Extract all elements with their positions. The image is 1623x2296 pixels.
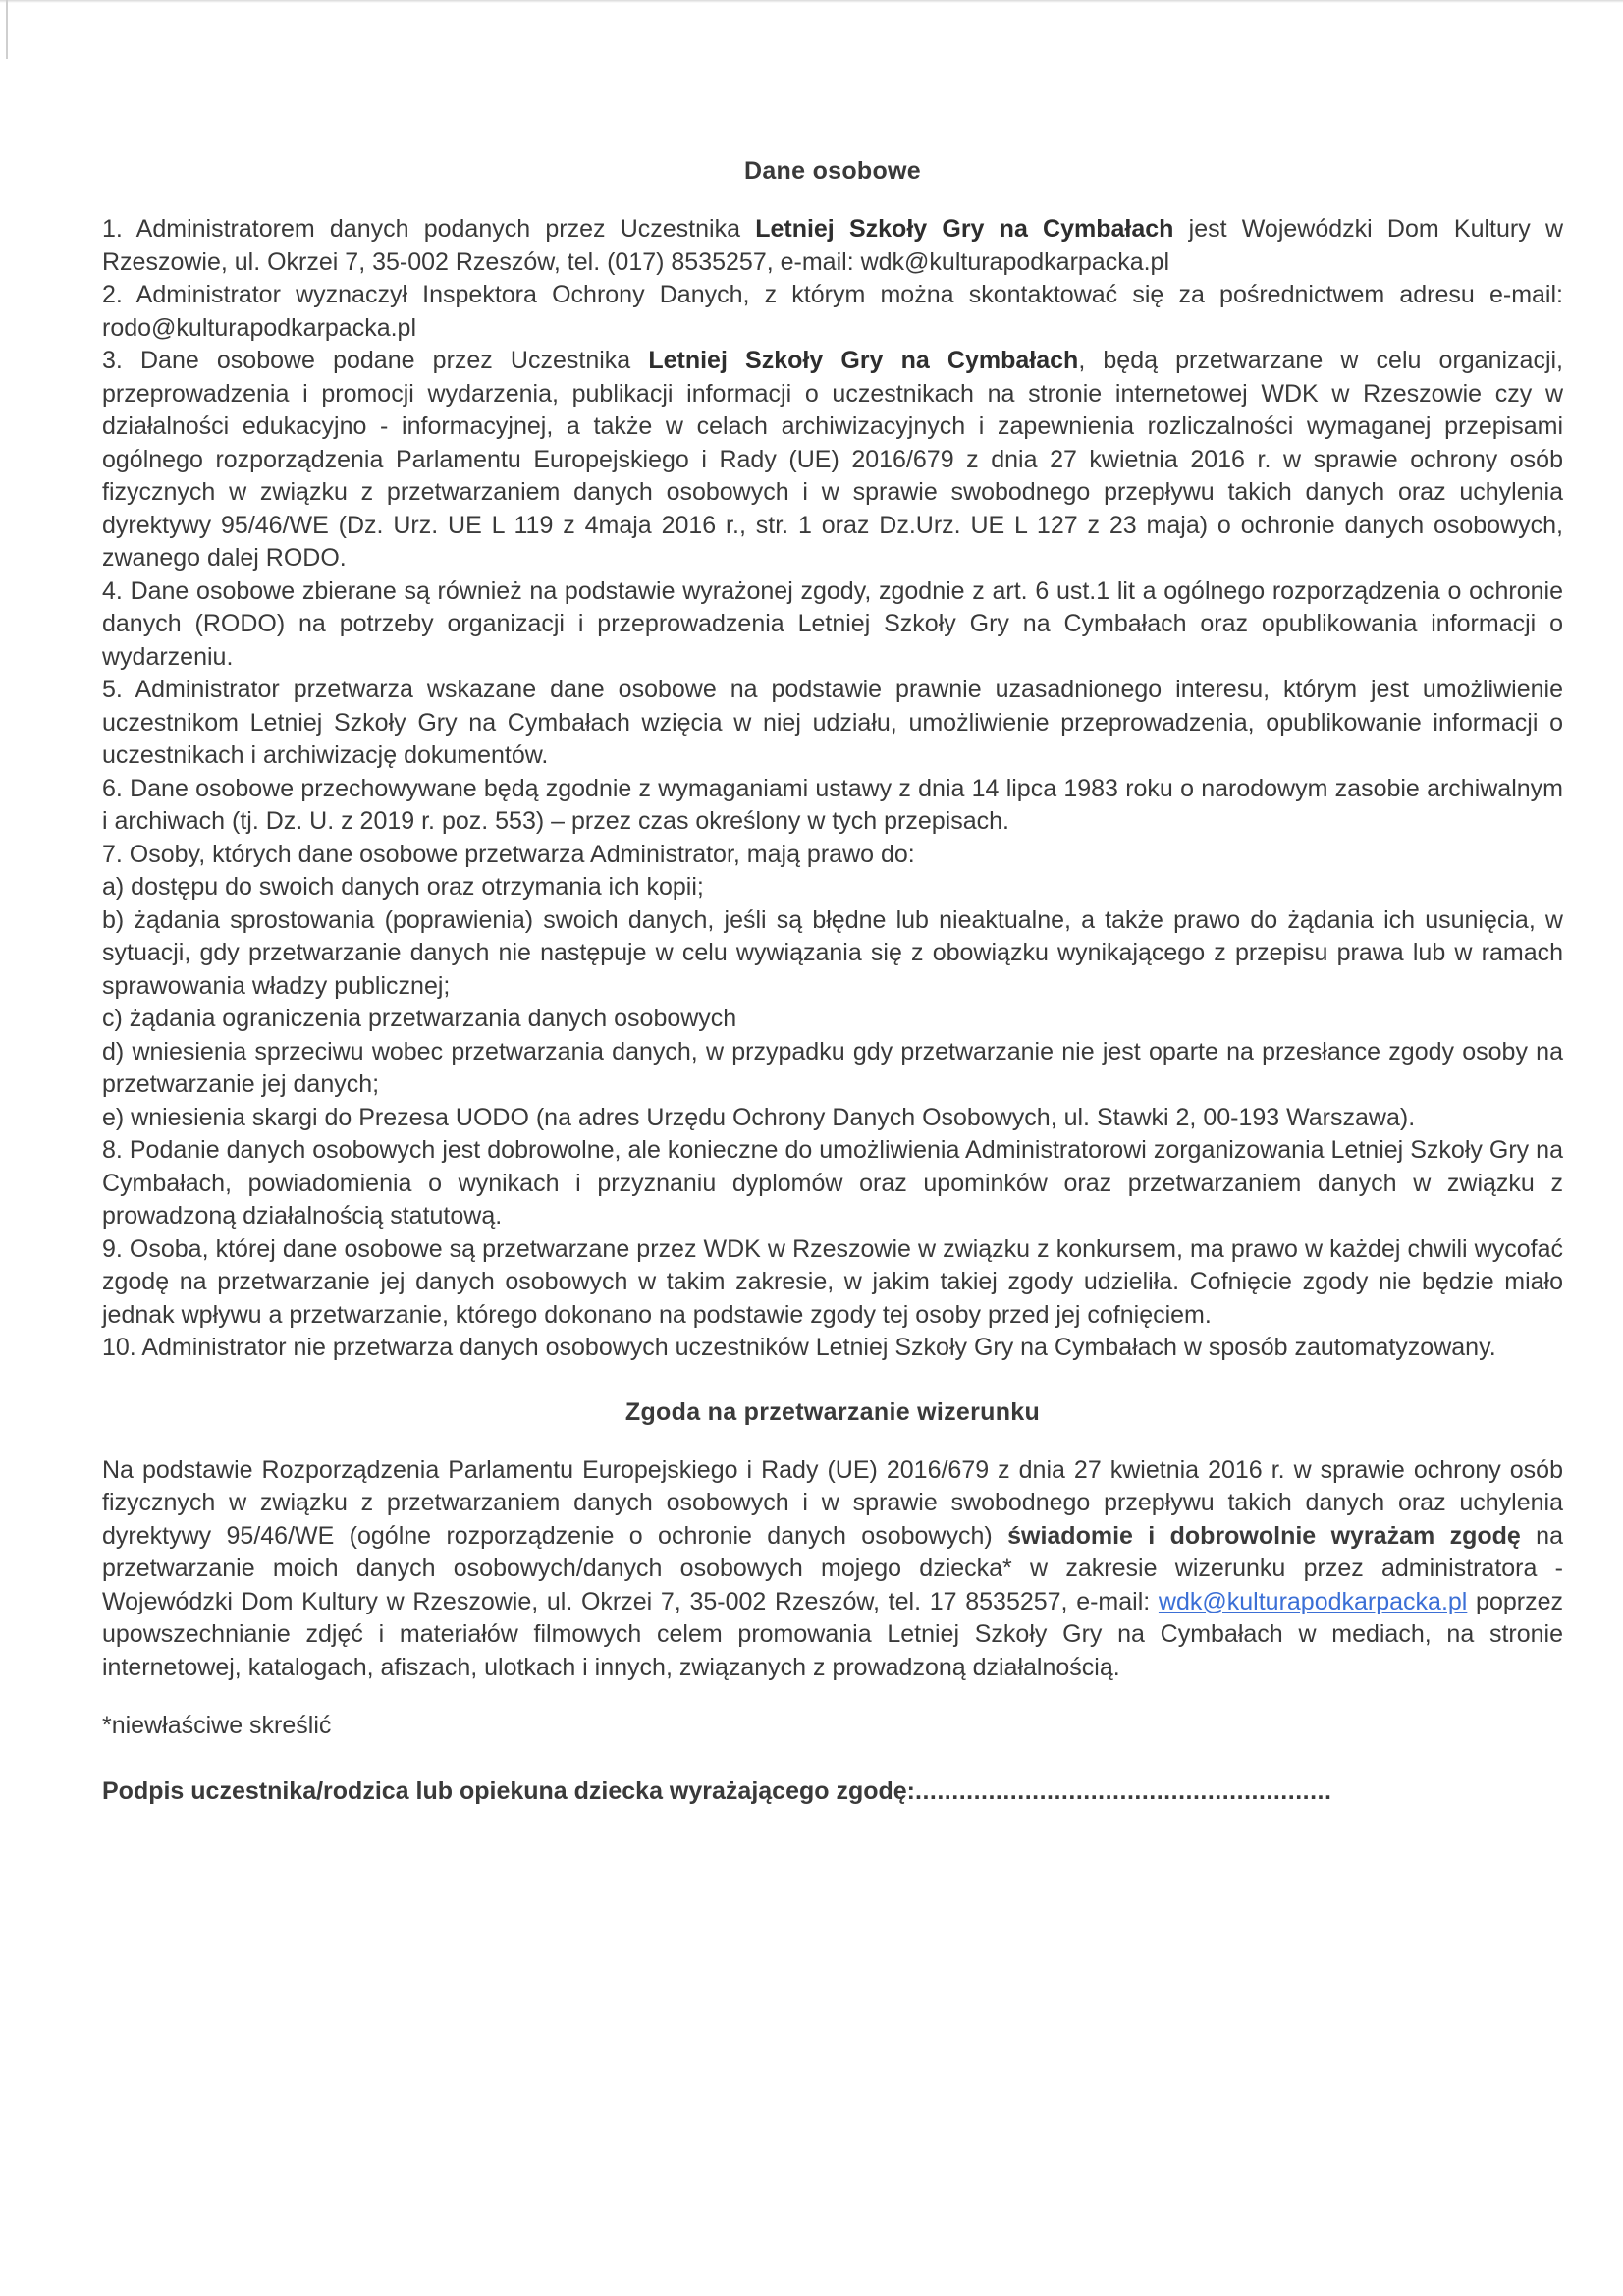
clause-text: 6. Dane osobowe przechowywane będą zgodnie z wymaganiami ustawy z dnia 14 lipca 1983 roku o narodowym zasobie archiwalnym i archiwach (tj. Dz. U. z 2019 r. poz. 553) – przez czas określony w tych przepisach. [102,774,1563,835]
clause-text: 8. Podanie danych osobowych jest dobrowolne, ale konieczne do umożliwienia Administratorowi zorganizowania Letniej Szkoły Gry na Cymbałach, powiadomienia o wynikach i przyznaniu dyplomów oraz upominków oraz przetwarzaniem danych w związku z prowadzoną działalnością statutową. [102,1136,1563,1230]
clause-text: 3. Dane osobowe podane przez Uczestnika [102,347,649,374]
consent-paragraph [102,1454,1563,1685]
signature-label: Podpis uczestnika/rodzica lub opiekuna dziecka wyrażającego zgodę: [102,1777,916,1805]
consent-text-start: Na podstawie Rozporządzenia Parlamentu Europejskiego i Rady (UE) 2016/679 z dnia 27 kwietnia 2016 r. w sprawie ochrony osób fizycznych w związku z przetwarzaniem danych osobowych i w sprawie swobodnego przepływu takich danych oraz uchylenia dyrektywy 95/46/WE (ogólne rozporządzenie o ochronie danych osobowych) [102,1455,1563,1550]
clause-text: 7. Osoby, których dane osobowe przetwarza Administrator, mają prawo do: [102,840,915,868]
consent-text-end: poprzez upowszechnianie zdjęć i materiałów filmowych celem promowania Letniej Szkoły Gry na Cymbałach w mediach, na stronie internetowej, katalogach, afiszach, ulotkach i innych, związanych z prowadzoną działalnością. [102,1587,1563,1681]
clause-item [102,1233,1563,1333]
clause-item [102,1102,1563,1135]
clause-item [102,1332,1563,1365]
clause-text: 1. Administratorem danych podanych przez Uczestnika [102,215,756,243]
clause-item [102,213,1563,279]
clause-text: 4. Dane osobowe zbierane są również na podstawie wyrażonej zgody, zgodnie z art. 6 ust.1 lit a ogólnego rozporządzenia o ochronie danych (RODO) na potrzeby organizacji i przeprowadzenia Letniej Szkoły Gry na Cymbałach oraz opublikowania informacji o wydarzeniu. [102,576,1563,671]
clause-item [102,773,1563,839]
clause-text: 9. Osoba, której dane osobowe są przetwarzane przez WDK w Rzeszowie w związku z konkursem, ma prawo w każdej chwili wycofać zgodę na przetwarzanie jej danych osobowych w takim zakresie, w jakim takiej zgody udzieliła. Cofnięcie zgody nie będzie miało jednak wpływu a przetwarzanie, którego dokonano na podstawie zgody tej osoby przed jej cofnięciem. [102,1234,1563,1329]
clause-text: 5. Administrator przetwarza wskazane dane osobowe na podstawie prawnie uzasadnionego interesu, którym jest umożliwienie uczestnikom Letniej Szkoły Gry na Cymbałach wzięcia w niej udziału, umożliwienie przeprowadzenia, opublikowanie informacji o uczestnikach i archiwizację dokumentów. [102,676,1563,769]
clause-text: b) żądania sprostowania (poprawienia) swoich danych, jeśli są błędne lub nieaktualne, a także prawo do żądania ich usunięcia, w sytuacji, gdy przetwarzanie danych nie następuje w celu wywiązania się z obowiązku wynikającego z przepisu prawa lub w ramach sprawowania władzy publicznej; [102,905,1563,1000]
clause-text: d) wniesienia sprzeciwu wobec przetwarzania danych, w przypadku gdy przetwarzanie nie jest oparte na przesłance zgody osoby na przetwarzanie jej danych; [102,1037,1563,1098]
clause-item [102,575,1563,675]
clause-text: 10. Administrator nie przetwarza danych osobowych uczestników Letniej Szkoły Gry na Cymbałach w sposób zautomatyzowany. [102,1334,1496,1361]
scan-edge-top [0,0,1623,3]
signature-line [102,1777,1563,1806]
personal-data-clauses [102,213,1563,1365]
section-title-image-consent: Zgoda na przetwarzanie wizerunku [624,1397,1041,1426]
clause-item [102,871,1563,904]
document-content [102,157,1563,1806]
clause-item [102,904,1563,1004]
clause-text: a) dostępu do swoich danych oraz otrzymania ich kopii; [102,873,704,901]
clause-item [102,674,1563,773]
clause-text: e) wniesienia skargi do Prezesa UODO (na adres Urzędu Ochrony Danych Osobowych, ul. Stawki 2, 00-193 Warszawa). [102,1103,1416,1131]
clause-item [102,839,1563,872]
clause-text: 2. Administrator wyznaczył Inspektora Ochrony Danych, z którym można skontaktować się za pośrednictwem adresu e-mail: rodo@kulturapodkarpacka.pl [102,281,1563,342]
signature-dots: ......................................................... [915,1777,1332,1805]
clause-emphasis: Letniej Szkoły Gry na Cymbałach [648,347,1079,374]
clause-item [102,1134,1563,1233]
footnote: *niewłaściwe skreślić [102,1712,332,1739]
clause-item [102,1036,1563,1102]
image-consent-text [102,1454,1563,1685]
scan-edge-left [6,0,8,59]
section-title-personal-data: Dane osobowe [743,157,922,185]
consent-emphasis: świadomie i dobrowolnie wyrażam zgodę [1007,1521,1521,1550]
clause-emphasis: Letniej Szkoły Gry na Cymbałach [755,215,1174,243]
clause-text-continued: jest Wojewódzki Dom Kultury w Rzeszowie, ul. Okrzei 7, 35-002 Rzeszów, tel. (017) 8535257, e-mail: wdk@kulturapodkarpacka.pl [102,215,1563,276]
clause-item [102,279,1563,345]
clause-text: c) żądania ograniczenia przetwarzania danych osobowych [102,1005,737,1032]
email-link[interactable]: wdk@kulturapodkarpacka.pl [1158,1587,1468,1615]
clause-item [102,1003,1563,1036]
consent-text-middle: na przetwarzanie moich danych osobowych/danych osobowych mojego dziecka* w zakresie wizerunku przez administratora - Wojewódzki Dom Kultury w Rzeszowie, ul. Okrzei 7, 35-002 Rzeszów, tel. 17 8535257, e-mail: [102,1521,1563,1615]
clause-text-continued: , będą przetwarzane w celu organizacji, przeprowadzenia i promocji wydarzenia, publikacji informacji o uczestnikach na stronie internetowej WDK w Rzeszowie czy w działalności edukacyjno - informacyjnej, a także w celach archiwizacyjnych i zapewnienia rozliczalności wymaganej przepisami ogólnego rozporządzenia Parlamentu Europejskiego i Rady (UE) 2016/679 z dnia 27 kwietnia 2016 r. w sprawie ochrony osób fizycznych w związku z przetwarzaniem danych osobowych i w sprawie swobodnego przepływu takich danych oraz uchylenia dyrektywy 95/46/WE (Dz. Urz. UE L 119 z 4maja 2016 r., str. 1 oraz Dz.Urz. UE L 127 z 23 maja) o ochronie danych osobowych, zwanego dalej RODO. [102,347,1564,572]
clause-item [102,345,1563,575]
